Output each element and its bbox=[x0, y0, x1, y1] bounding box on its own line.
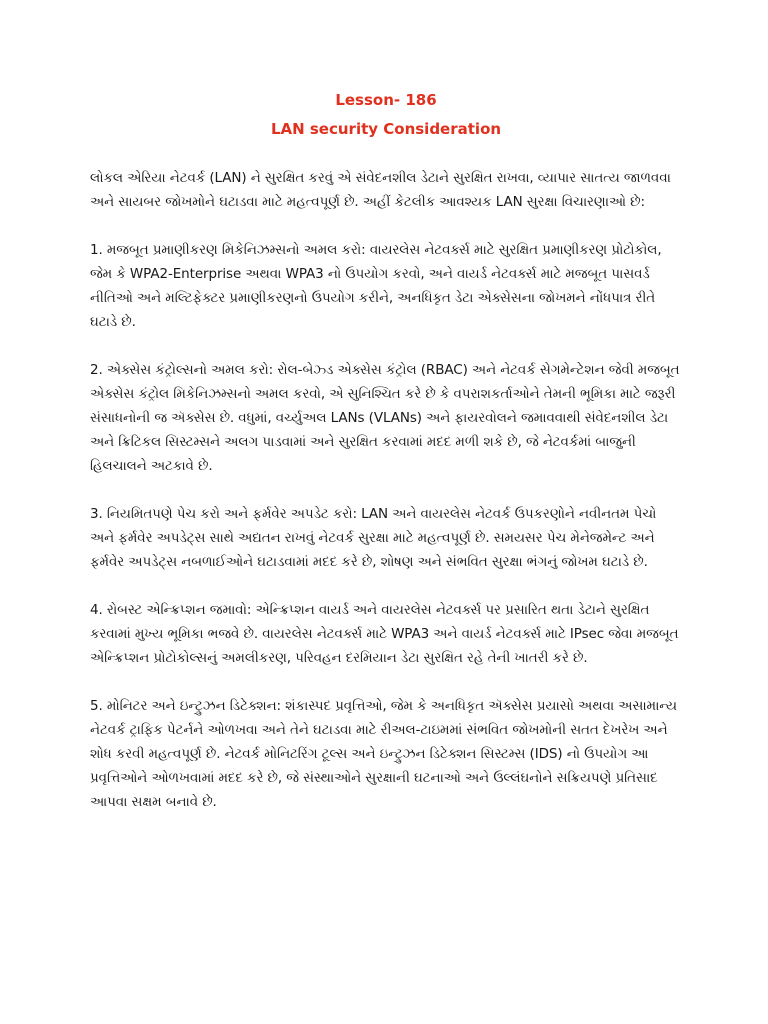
point-3-paragraph: 3. નિયમિતપણે પેચ કરો અને ફર્મવેર અપડેટ કરો: LAN અને વાયરલેસ નેટવર્ક ઉપકરણોને નવીનતમ પેચો અને ફર્મવેર અપડેટ્સ સાથે અદ્યતન રાખવું નેટવર્ક સુરક્ષા માટે મહત્વપૂર્ણ છે. સમયસર પેચ મેનેજમેન્ટ અને ફર્મવેર અપડેટ્સ નબળાઈઓને ઘટાડવામાં મદદ કરે છે, શોષણ અને સંભવિત સુરક્ષા ભંગનું જોખમ ઘટાડે છે. bbox=[90, 506, 657, 570]
document-header bbox=[90, 88, 682, 142]
point-5-paragraph: 5. મોનિટર અને ઇન્ટ્રુઝન ડિટેક્શન: શંકાસ્પદ પ્રવૃત્તિઓ, જેમ કે અનધિકૃત ઍક્સેસ પ્રયાસો અથવા અસામાન્ય નેટવર્ક ટ્રાફિક પેટર્નને ઓળખવા અને તેને ઘટાડવા માટે રીઅલ-ટાઇમમાં સંભવિત જોખમોની સતત દેખરેખ અને શોધ કરવી મહત્વપૂર્ણ છે. નેટવર્ક મોનિટરિંગ ટૂલ્સ અને ઇન્ટ્રુઝન ડિટેક્શન સિસ્ટમ્સ (IDS) નો ઉપયોગ આ પ્રવૃત્તિઓને ઓળખવામાં મદદ કરે છે, જે સંસ્થાઓને સુરક્ષાની ઘટનાઓ અને ઉલ્લંઘનોને સક્રિયપણે પ્રતિસાદ આપવા સક્ષમ બનાવે છે. bbox=[90, 698, 677, 810]
point-1-paragraph: 1. મજબૂત પ્રમાણીકરણ મિકેનિઝમ્સનો અમલ કરો: વાયરલેસ નેટવર્ક્સ માટે સુરક્ષિત પ્રમાણીકરણ પ્રોટોકોલ, જેમ કે WPA2-Enterprise અથવા WPA3 નો ઉપયોગ કરવો, અને વાયર્ડ નેટવર્ક્સ માટે મજબૂત પાસવર્ડ નીતિઓ અને મલ્ટિફેક્ટર પ્રમાણીકરણનો ઉપયોગ કરીને, અનધિકૃત ડેટા એક્સેસના જોખમને નોંધપાત્ર રીતે ઘટાડે છે. bbox=[90, 242, 662, 330]
document-title: LAN security Consideration bbox=[270, 120, 502, 138]
intro-paragraph: લોકલ એરિયા નેટવર્ક (LAN) ને સુરક્ષિત કરવું એ સંવેદનશીલ ડેટાને સુરક્ષિત રાખવા, વ્યાપાર સાતત્ય જાળવવા અને સાયબર જોખમોને ઘટાડવા માટે મહત્વપૂર્ણ છે. અહીં કેટલીક આવશ્યક LAN સુરક્ષા વિચારણાઓ છે: bbox=[90, 170, 671, 210]
point-4-paragraph: 4. રોબસ્ટ એન્ક્રિપ્શન જમાવો: એન્ક્રિપ્શન વાયર્ડ અને વાયરલેસ નેટવર્ક્સ પર પ્રસારિત થતા ડેટાને સુરક્ષિત કરવામાં મુખ્ય ભૂમિકા ભજવે છે. વાયરલેસ નેટવર્ક્સ માટે WPA3 અને વાયર્ડ નેટવર્ક્સ માટે IPsec જેવા મજબૂત એન્ક્રિપ્શન પ્રોટોકોલ્સનું અમલીકરણ, પરિવહન દરમિયાન ડેટા સુરક્ષિત રહે તેની ખાતરી કરે છે. bbox=[90, 602, 679, 666]
point-2-paragraph: 2. એક્સેસ કંટ્રોલ્સનો અમલ કરો: રોલ-બેઝ્ડ એક્સેસ કંટ્રોલ (RBAC) અને નેટવર્ક સેગમેન્ટેશન જેવી મજબૂત એક્સેસ કંટ્રોલ મિકેનિઝમ્સનો અમલ કરવો, એ સુનિશ્ચિત કરે છે કે વપરાશકર્તાઓને તેમની ભૂમિકા માટે જરૂરી સંસાધનોની જ ઍક્સેસ છે. વધુમાં, વર્ચ્યુઅલ LANs (VLANs) અને ફાયરવોલને જમાવવાથી સંવેદનશીલ ડેટા અને ક્રિટિકલ સિસ્ટમ્સને અલગ પાડવામાં અને સુરક્ષિત કરવામાં મદદ મળી શકે છે, જે નેટવર્કમાં બાજુની હિલચાલને અટકાવે છે. bbox=[90, 362, 680, 474]
lesson-number: Lesson- 186 bbox=[335, 91, 437, 109]
